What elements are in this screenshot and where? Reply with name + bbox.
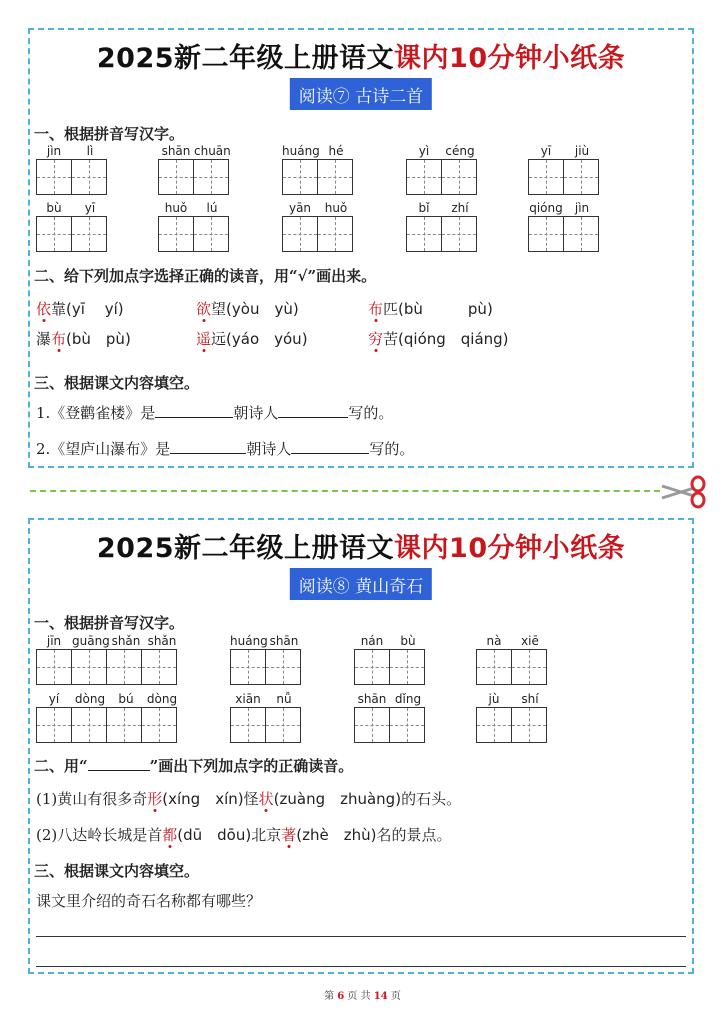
pinyin-syllable: bú xyxy=(118,692,134,706)
writing-box[interactable] xyxy=(441,159,477,195)
pinyin-syllable: yí xyxy=(48,692,60,706)
answer-line[interactable] xyxy=(36,966,686,967)
writing-box[interactable] xyxy=(230,707,266,743)
footer-text: 页 xyxy=(390,991,401,1002)
question-text: 写的。 xyxy=(348,404,394,422)
pinyin-syllable: jiù xyxy=(574,144,590,158)
pinyin-syllable: lì xyxy=(86,144,94,158)
section-heading-2 xyxy=(34,755,353,776)
choice-question-1 xyxy=(36,788,461,809)
choice-question-2 xyxy=(36,824,451,845)
question-text: 怪 xyxy=(243,790,259,808)
pinyin-syllable: shān xyxy=(357,692,387,706)
pinyin-syllable: bù xyxy=(400,634,416,648)
question-text: 的石头。 xyxy=(401,790,462,808)
pinyin-syllable: huáng xyxy=(230,634,268,648)
pinyin-syllable: shí xyxy=(521,692,539,706)
char-text: 瀑 xyxy=(36,330,52,348)
writing-box[interactable] xyxy=(71,649,107,685)
writing-box[interactable] xyxy=(106,707,142,743)
lesson-badge: 阅读⑧ 黄山奇石 xyxy=(290,568,432,600)
pinyin-syllable: bǐ xyxy=(418,201,430,215)
pinyin-syllable: yī xyxy=(540,144,552,158)
question-text: 朝诗人 xyxy=(233,404,279,422)
writing-box[interactable] xyxy=(563,216,599,252)
writing-box[interactable] xyxy=(71,216,107,252)
pinyin-syllable: bù xyxy=(46,201,62,215)
writing-box[interactable] xyxy=(36,159,72,195)
pinyin-syllable: shǎn xyxy=(111,634,141,648)
question-text: 名的景点。 xyxy=(376,826,452,844)
pinyin-syllable: shān xyxy=(269,634,299,648)
choice-item xyxy=(368,298,493,319)
char-text: 靠 xyxy=(51,300,67,318)
title-black-text: 2025新二年级上册语文 xyxy=(96,533,395,564)
fill-question-2 xyxy=(36,438,414,459)
writing-box[interactable] xyxy=(230,649,266,685)
section-heading-2: 二、给下列加点字选择正确的读音，用“√”画出来。 xyxy=(34,267,377,285)
question-text: (1)黄山有很多奇 xyxy=(36,790,148,808)
choice-item xyxy=(196,298,299,319)
pinyin-syllable: shǎn xyxy=(147,634,177,648)
dotted-char: 依 xyxy=(36,300,52,318)
fill-question-1 xyxy=(36,402,393,423)
pinyin-options[interactable]: (bù pù) xyxy=(398,300,493,318)
pinyin-syllable: hé xyxy=(328,144,344,158)
pinyin-syllable: guāng xyxy=(72,634,110,648)
pinyin-options[interactable]: (zuàng zhuàng) xyxy=(273,790,402,808)
writing-box[interactable] xyxy=(158,159,194,195)
question-text: 北京 xyxy=(251,826,282,844)
choice-item xyxy=(368,328,509,349)
dotted-char: 著 xyxy=(281,826,297,844)
section-heading-3: 三、根据课文内容填空。 xyxy=(34,862,200,880)
writing-box[interactable] xyxy=(193,216,229,252)
dotted-char: 布 xyxy=(51,330,67,348)
writing-box[interactable] xyxy=(141,649,177,685)
choice-item xyxy=(36,298,124,319)
note-card-8 xyxy=(28,518,694,974)
dotted-char: 欲 xyxy=(196,300,212,318)
pinyin-syllable: chuān xyxy=(194,144,231,158)
footer-text: 页 共 xyxy=(347,991,371,1002)
writing-box[interactable] xyxy=(441,216,477,252)
card-title xyxy=(30,36,692,75)
pinyin-syllable: xiē xyxy=(521,634,539,648)
writing-box[interactable] xyxy=(282,216,318,252)
writing-box[interactable] xyxy=(36,649,72,685)
writing-box[interactable] xyxy=(158,216,194,252)
choice-item xyxy=(196,328,308,349)
dotted-char: 布 xyxy=(368,300,384,318)
section-heading-1: 一、根据拼音写汉字。 xyxy=(34,125,185,143)
underline-sample xyxy=(88,756,150,771)
pinyin-syllable: dòng xyxy=(146,692,178,706)
writing-box[interactable] xyxy=(476,707,512,743)
writing-box[interactable] xyxy=(389,707,425,743)
pinyin-syllable: céng xyxy=(445,144,475,158)
dotted-char: 遥 xyxy=(196,330,212,348)
pinyin-syllable: dòng xyxy=(74,692,106,706)
answer-blank[interactable] xyxy=(278,403,348,418)
pinyin-options[interactable]: (yòu yù) xyxy=(226,300,299,318)
pinyin-syllable: lú xyxy=(206,201,218,215)
choice-item xyxy=(36,328,131,349)
dotted-char: 穷 xyxy=(368,330,384,348)
heading-text: ”画出下列加点字的正确读音。 xyxy=(149,757,354,775)
answer-line[interactable] xyxy=(36,936,686,937)
answer-blank[interactable] xyxy=(155,403,233,418)
card-title xyxy=(30,526,692,565)
pinyin-syllable: huáng xyxy=(282,144,320,158)
writing-box[interactable] xyxy=(282,159,318,195)
section-heading-1: 一、根据拼音写汉字。 xyxy=(34,614,185,632)
writing-box[interactable] xyxy=(36,707,72,743)
lesson-badge: 阅读⑦ 古诗二首 xyxy=(290,78,432,110)
writing-box[interactable] xyxy=(406,159,442,195)
pinyin-syllable: yī xyxy=(84,201,96,215)
writing-box[interactable] xyxy=(265,649,301,685)
note-card-7 xyxy=(28,28,694,468)
writing-box[interactable] xyxy=(406,216,442,252)
pinyin-syllable: jìn xyxy=(46,144,62,158)
page-footer xyxy=(0,987,725,1002)
char-text: 远 xyxy=(211,330,227,348)
title-black-text: 2025新二年级上册语文 xyxy=(96,43,395,74)
writing-box[interactable] xyxy=(511,649,547,685)
pinyin-syllable: dǐng xyxy=(394,692,422,706)
writing-box[interactable] xyxy=(317,159,353,195)
pinyin-syllable: jìn xyxy=(574,201,590,215)
writing-box[interactable] xyxy=(193,159,229,195)
heading-text: 二、用“ xyxy=(34,757,88,775)
pinyin-syllable: jīn xyxy=(46,634,62,648)
pinyin-options[interactable]: (dū dōu) xyxy=(177,826,252,844)
footer-text: 第 xyxy=(324,991,335,1002)
pinyin-syllable: nà xyxy=(486,634,502,648)
pinyin-syllable: qióng xyxy=(529,201,563,215)
writing-box[interactable] xyxy=(476,649,512,685)
question-text: 2.《望庐山瀑布》是 xyxy=(36,440,171,458)
char-text: 匹 xyxy=(383,300,399,318)
writing-box[interactable] xyxy=(36,216,72,252)
writing-box[interactable] xyxy=(511,707,547,743)
pinyin-syllable: yì xyxy=(418,144,430,158)
pinyin-syllable: zhí xyxy=(451,201,469,215)
question-text: (2)八达岭长城是首 xyxy=(36,826,163,844)
char-text: 望 xyxy=(211,300,227,318)
answer-blank[interactable] xyxy=(170,439,246,454)
writing-box[interactable] xyxy=(265,707,301,743)
pinyin-options[interactable]: (yī yí) xyxy=(66,300,124,318)
writing-box[interactable] xyxy=(106,649,142,685)
dotted-char: 状 xyxy=(258,790,274,808)
pinyin-syllable: huǒ xyxy=(324,201,348,215)
open-question: 课文里介绍的奇石名称都有哪些？ xyxy=(36,892,262,910)
pinyin-options[interactable]: (zhè zhù) xyxy=(296,826,377,844)
title-red-text: 课内10分钟小纸条 xyxy=(394,533,626,564)
question-text: 朝诗人 xyxy=(246,440,292,458)
writing-box[interactable] xyxy=(71,707,107,743)
answer-blank[interactable] xyxy=(291,439,369,454)
cut-line xyxy=(30,490,660,492)
writing-box[interactable] xyxy=(317,216,353,252)
question-text: 1.《登鹳雀楼》是 xyxy=(36,404,156,422)
char-text: 苦 xyxy=(383,330,399,348)
writing-box[interactable] xyxy=(528,216,564,252)
scissors-icon xyxy=(658,474,708,510)
pinyin-options[interactable]: (xíng xín) xyxy=(162,790,244,808)
pinyin-options[interactable]: (qióng qiáng) xyxy=(398,330,509,348)
pinyin-syllable: nán xyxy=(360,634,384,648)
dotted-char: 都 xyxy=(162,826,178,844)
writing-box[interactable] xyxy=(528,159,564,195)
writing-box[interactable] xyxy=(354,649,390,685)
writing-box[interactable] xyxy=(354,707,390,743)
writing-box[interactable] xyxy=(389,649,425,685)
question-text: 写的。 xyxy=(369,440,415,458)
dotted-char: 形 xyxy=(147,790,163,808)
pinyin-syllable: nǚ xyxy=(276,692,292,706)
pinyin-syllable: shān xyxy=(161,144,191,158)
title-red-text: 课内10分钟小纸条 xyxy=(394,43,626,74)
pinyin-options[interactable]: (bù pù) xyxy=(66,330,131,348)
writing-box[interactable] xyxy=(141,707,177,743)
section-heading-3: 三、根据课文内容填空。 xyxy=(34,374,200,392)
page-total: 14 xyxy=(373,991,388,1002)
pinyin-syllable: huǒ xyxy=(164,201,188,215)
pinyin-syllable: jù xyxy=(488,692,500,706)
pinyin-options[interactable]: (yáo yóu) xyxy=(226,330,308,348)
writing-box[interactable] xyxy=(71,159,107,195)
page-number: 6 xyxy=(337,991,345,1002)
pinyin-syllable: xiān xyxy=(235,692,261,706)
writing-box[interactable] xyxy=(563,159,599,195)
pinyin-syllable: yān xyxy=(288,201,312,215)
